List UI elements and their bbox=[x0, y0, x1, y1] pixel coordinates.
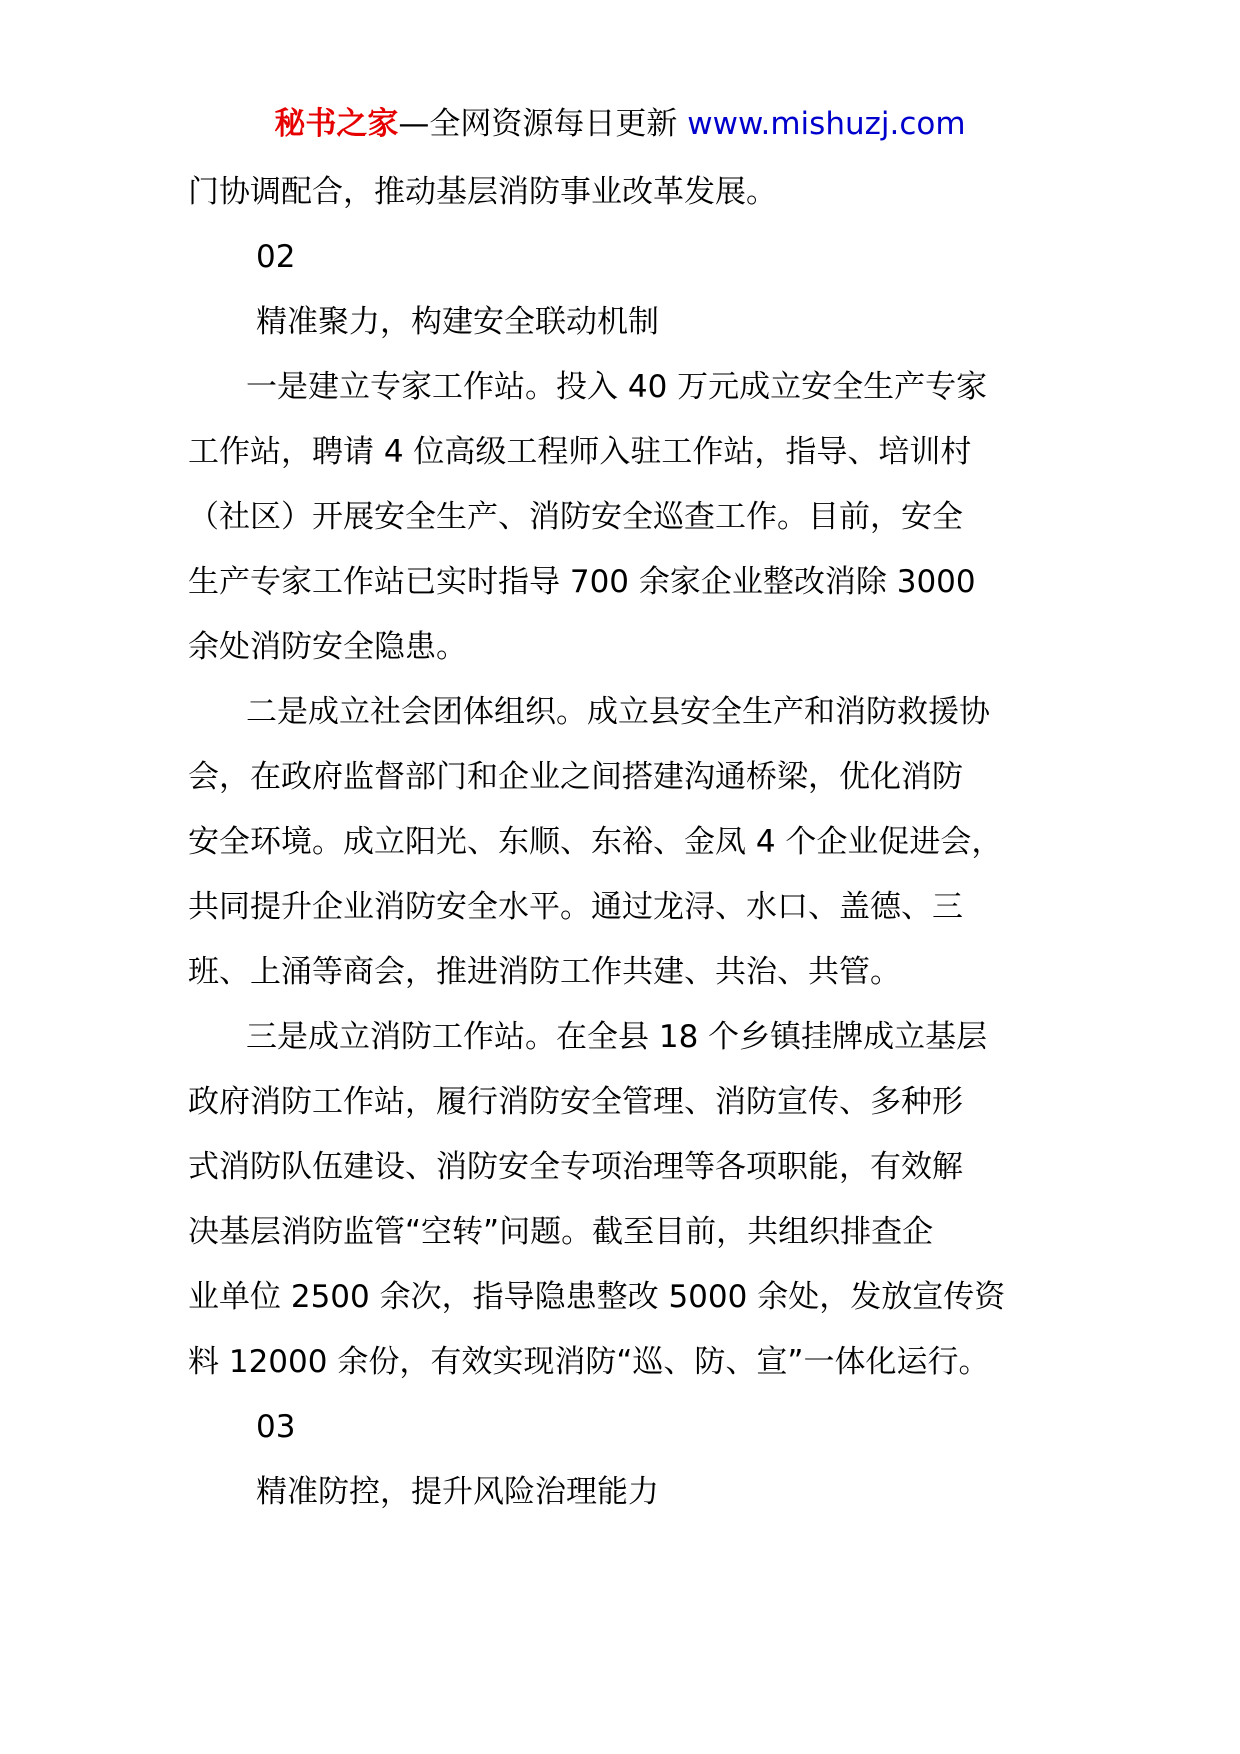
text-line: 决基层消防监管“空转”问题。截至目前，共组织排查企 bbox=[188, 1214, 934, 1250]
text-line: 二是成立社会团体组织。成立县安全生产和消防救援协 bbox=[246, 694, 990, 730]
text-line: （社区）开展安全生产、消防安全巡查工作。目前，安全 bbox=[188, 499, 963, 535]
text-line: 安全环境。成立阳光、东顺、东裕、金凤 4 个企业促进会， bbox=[188, 824, 1003, 860]
page-header bbox=[0, 100, 1240, 148]
site-url-link[interactable]: www.mishuzj.com bbox=[687, 106, 966, 142]
text-line: 会，在政府监督部门和企业之间搭建沟通桥梁，优化消防 bbox=[188, 759, 963, 795]
text-line: 余处消防安全隐患。 bbox=[188, 629, 467, 665]
brand-name: 秘书之家 bbox=[274, 106, 399, 142]
text-line: 班、上涌等商会，推进消防工作共建、共治、共管。 bbox=[188, 954, 901, 990]
header-tagline: —全网资源每日更新 bbox=[398, 106, 678, 142]
section-heading: 精准防控，提升风险治理能力 bbox=[256, 1474, 659, 1510]
text-line: 生产专家工作站已实时指导 700 余家企业整改消除 3000 bbox=[188, 564, 976, 600]
section-number: 03 bbox=[256, 1409, 296, 1445]
section-heading: 精准聚力，构建安全联动机制 bbox=[256, 304, 659, 340]
text-line: 共同提升企业消防安全水平。通过龙浔、水口、盖德、三 bbox=[188, 889, 963, 925]
section-number: 02 bbox=[256, 239, 296, 275]
text-line: 门协调配合，推动基层消防事业改革发展。 bbox=[188, 174, 777, 210]
document-body bbox=[188, 160, 1088, 1525]
text-line: 工作站，聘请 4 位高级工程师入驻工作站，指导、培训村 bbox=[188, 434, 972, 470]
text-line: 料 12000 余份，有效实现消防“巡、防、宣”一体化运行。 bbox=[188, 1344, 990, 1380]
text-line: 一是建立专家工作站。投入 40 万元成立安全生产专家 bbox=[246, 369, 988, 405]
text-line: 三是成立消防工作站。在全县 18 个乡镇挂牌成立基层 bbox=[246, 1019, 988, 1055]
text-line: 政府消防工作站，履行消防安全管理、消防宣传、多种形 bbox=[188, 1084, 963, 1120]
text-line: 式消防队伍建设、消防安全专项治理等各项职能，有效解 bbox=[188, 1149, 963, 1185]
text-line: 业单位 2500 余次，指导隐患整改 5000 余处，发放宣传资 bbox=[188, 1279, 1006, 1315]
